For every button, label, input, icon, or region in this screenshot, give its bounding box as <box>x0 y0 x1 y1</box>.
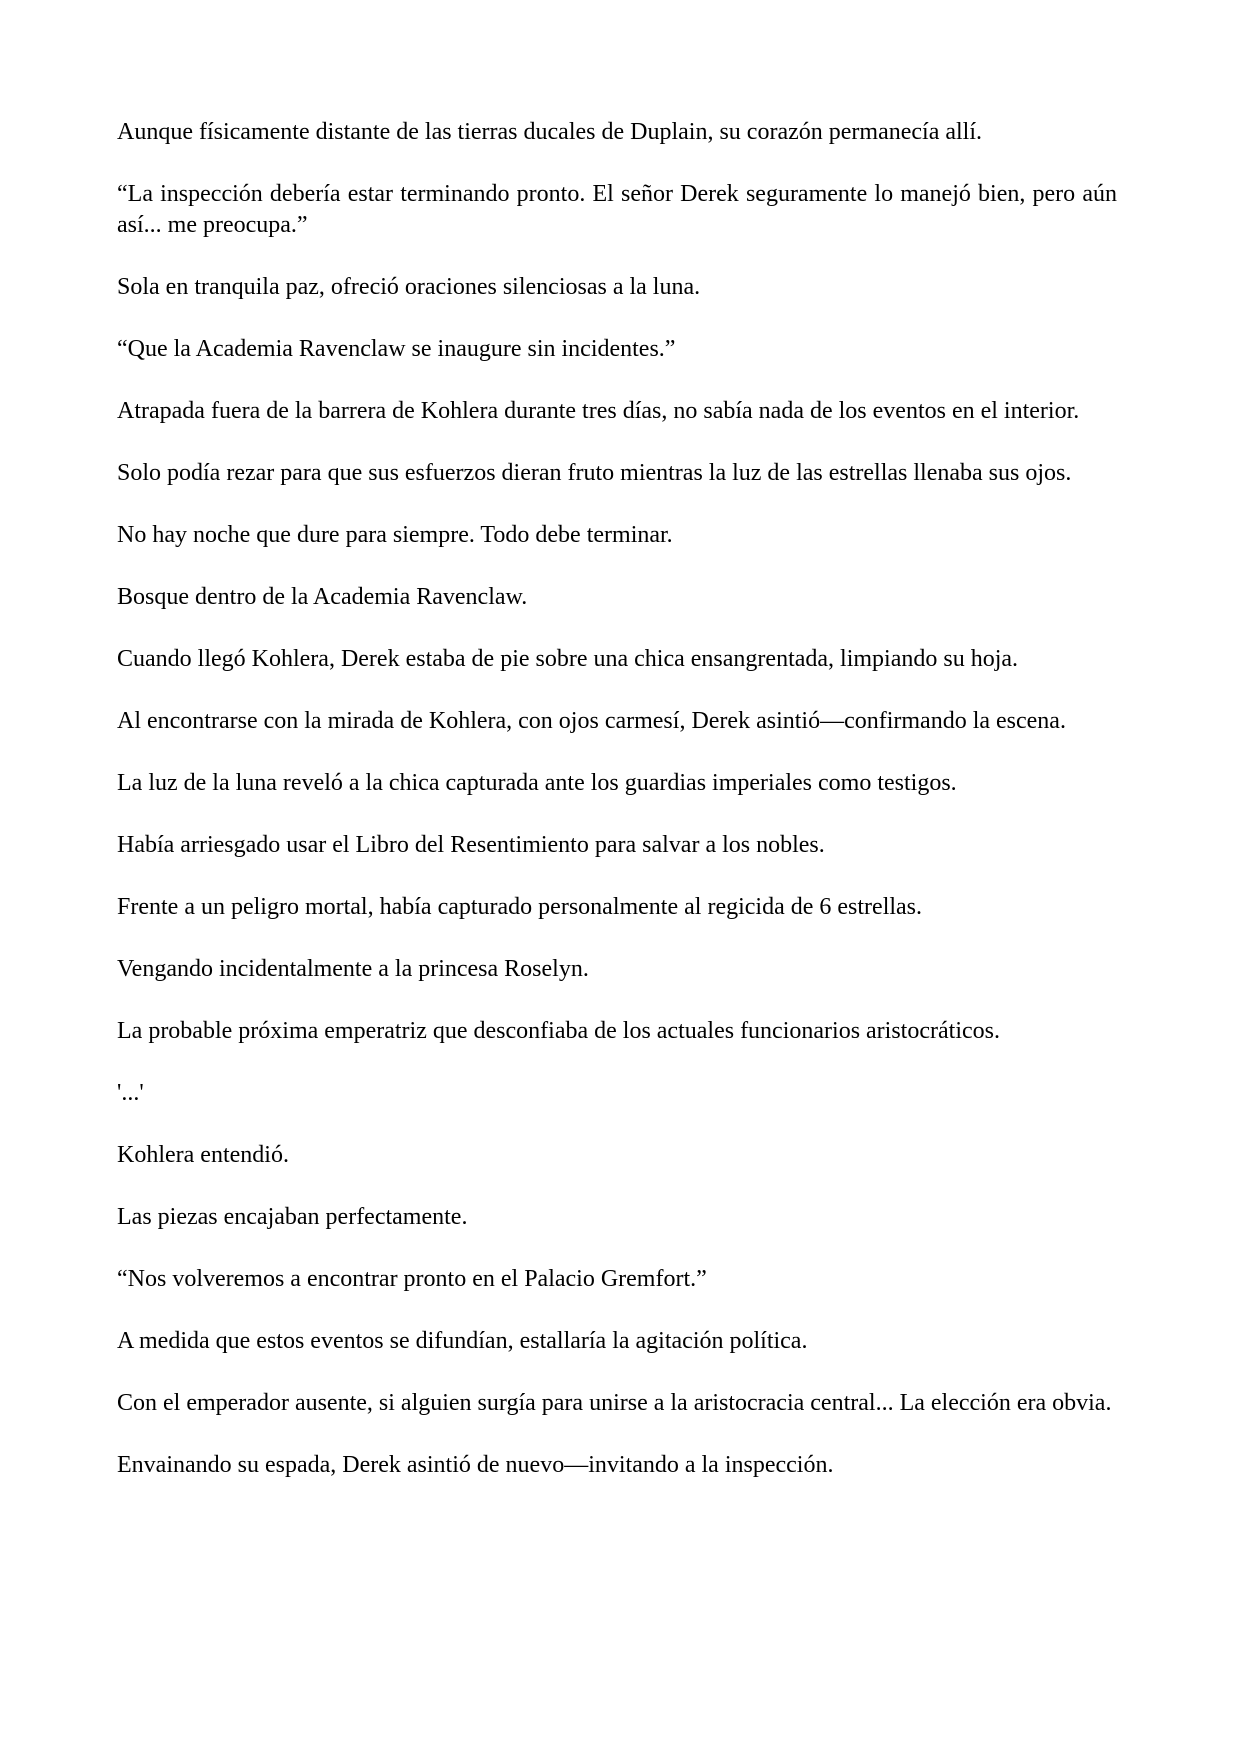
paragraph-14: Vengando incidentalmente a la princesa Roselyn. <box>117 956 589 982</box>
paragraph-10: Al encontrarse con la mirada de Kohlera, con ojos carmesí, Derek asintió—confirmando la escena. <box>117 708 1066 734</box>
paragraph-22: Envainando su espada, Derek asintió de nuevo—invitando a la inspección. <box>117 1452 834 1478</box>
paragraph-4: “Que la Academia Ravenclaw se inaugure sin incidentes.” <box>117 336 676 362</box>
document-body <box>117 117 1117 1481</box>
paragraph-3: Sola en tranquila paz, ofreció oraciones silenciosas a la luna. <box>117 274 701 300</box>
paragraph-5: Atrapada fuera de la barrera de Kohlera durante tres días, no sabía nada de los eventos en el interior. <box>117 398 1080 424</box>
paragraph-11: La luz de la luna reveló a la chica capturada ante los guardias imperiales como testigos. <box>117 770 957 796</box>
paragraph-2: “La inspección debería estar terminando pronto. El señor Derek seguramente lo manejó bien, pero aún así... me preocupa.” <box>117 181 1117 238</box>
paragraph-20: A medida que estos eventos se difundían, estallaría la agitación política. <box>117 1328 808 1354</box>
paragraph-7: No hay noche que dure para siempre. Todo debe terminar. <box>117 522 673 548</box>
paragraph-6: Solo podía rezar para que sus esfuerzos dieran fruto mientras la luz de las estrellas llenaba sus ojos. <box>117 460 1072 486</box>
paragraph-1: Aunque físicamente distante de las tierras ducales de Duplain, su corazón permanecía allí. <box>117 119 982 145</box>
paragraph-19: “Nos volveremos a encontrar pronto en el Palacio Gremfort.” <box>117 1266 707 1292</box>
paragraph-12: Había arriesgado usar el Libro del Resentimiento para salvar a los nobles. <box>117 832 825 858</box>
paragraph-17: Kohlera entendió. <box>117 1142 289 1168</box>
paragraph-21: Con el emperador ausente, si alguien surgía para unirse a la aristocracia central... La elección era obvia. <box>117 1390 1112 1416</box>
paragraph-9: Cuando llegó Kohlera, Derek estaba de pie sobre una chica ensangrentada, limpiando su hoja. <box>117 646 1019 672</box>
paragraph-16: '...' <box>117 1080 144 1106</box>
paragraph-15: La probable próxima emperatriz que desconfiaba de los actuales funcionarios aristocráticos. <box>117 1018 1000 1044</box>
paragraph-18: Las piezas encajaban perfectamente. <box>117 1204 468 1230</box>
paragraph-8: Bosque dentro de la Academia Ravenclaw. <box>117 584 528 610</box>
paragraph-13: Frente a un peligro mortal, había capturado personalmente al regicida de 6 estrellas. <box>117 894 923 920</box>
